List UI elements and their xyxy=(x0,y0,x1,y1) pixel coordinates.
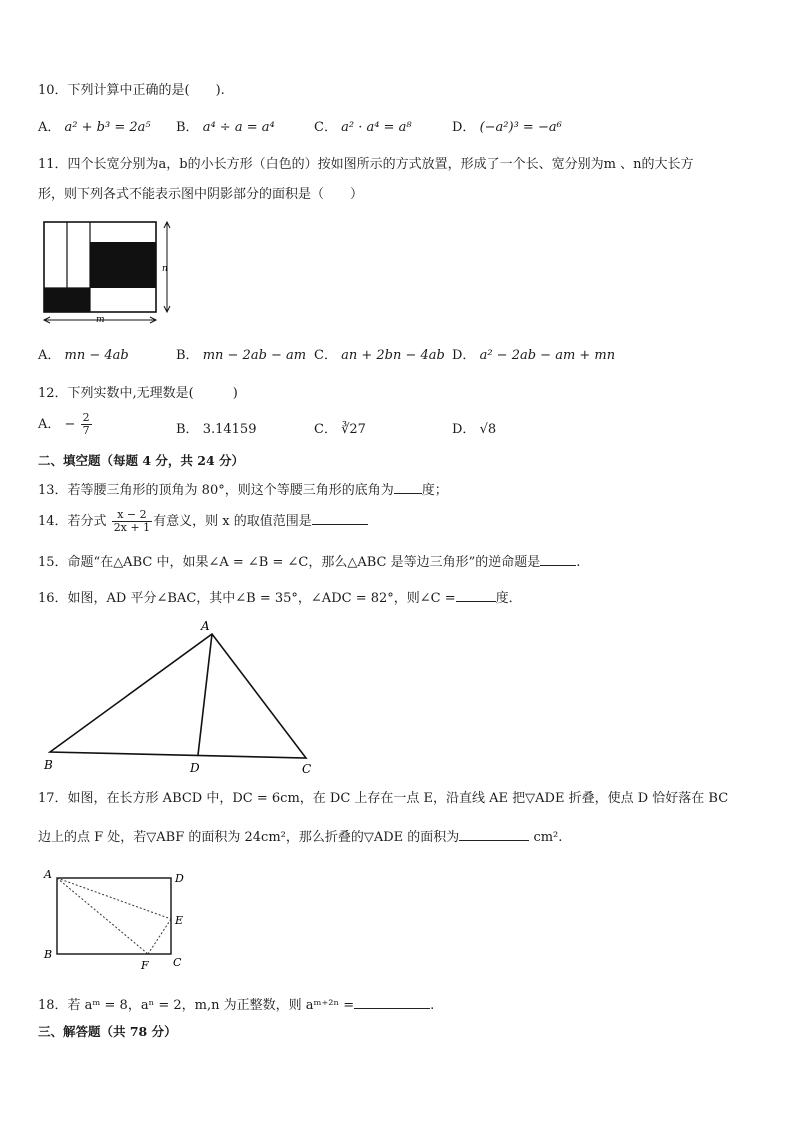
q17-line2 xyxy=(38,826,562,847)
label-n: n xyxy=(162,264,168,274)
option-math: a⁴ ÷ a = a⁴ xyxy=(202,120,275,135)
q16-text: 16．如图，AD 平分∠BAC，其中∠B = 35°，∠ADC = 82°，则∠C = xyxy=(38,591,456,606)
option-math: mn − 2ab − am xyxy=(202,348,307,363)
answer-blank[interactable] xyxy=(459,826,529,841)
q17-text: 边上的点 F 处，若▽ABF 的面积为 24cm²，那么折叠的▽ADE 的面积为 xyxy=(38,830,460,845)
section-heading-solutions: 三、解答题（共 78 分） xyxy=(38,1024,177,1039)
q17-line1: 17．如图，在长方形 ABCD 中，DC = 6cm，在 DC 上存在一点 E，沿直线 AE 把▽ADE 折叠，使点 D 恰好落在 BC xyxy=(38,791,729,806)
numerator: x − 2 xyxy=(112,509,152,522)
vertex-label-c: C xyxy=(302,762,312,776)
numerator: 2 xyxy=(82,411,90,424)
q11-stem-line2: 形，则下列各式不能表示图中阴影部分的面积是（ ） xyxy=(38,187,364,202)
q15 xyxy=(38,551,580,572)
vertex-label-d: D xyxy=(190,761,200,775)
answer-blank[interactable] xyxy=(456,587,496,602)
q10-option-c xyxy=(314,119,412,137)
q10-option-a xyxy=(38,119,151,137)
q12-option-a xyxy=(38,412,93,437)
q11-stem-line1: 11．四个长宽分别为a，b的小长方形（白色的）按如图所示的方式放置，形成了一个长、宽分别为m 、n的大长方 xyxy=(38,157,694,172)
vertex-label-b: B xyxy=(44,758,53,772)
q10-stem: 10．下列计算中正确的是( ). xyxy=(38,83,225,98)
answer-blank[interactable] xyxy=(394,479,422,494)
option-letter: C． xyxy=(314,348,337,363)
option-math: a² · a⁴ = a⁸ xyxy=(341,120,412,135)
q13-text: 13．若等腰三角形的顶角为 80°，则这个等腰三角形的底角为 xyxy=(38,483,394,498)
option-letter: B． xyxy=(176,422,199,437)
q18-suffix: . xyxy=(430,998,435,1013)
q11-option-a xyxy=(38,347,129,365)
q11-option-c xyxy=(314,347,445,365)
q17-unit: cm². xyxy=(533,830,563,845)
q10-option-b xyxy=(176,119,275,137)
q17-rectangle-figure xyxy=(40,866,200,976)
option-math: ∛27 xyxy=(341,422,366,437)
option-letter: A． xyxy=(38,417,61,432)
q11-rectangle-figure xyxy=(38,218,188,328)
option-math: an + 2bn − 4ab xyxy=(341,348,445,363)
q16-triangle-figure xyxy=(40,618,330,778)
q12-option-b xyxy=(176,421,256,439)
answer-blank[interactable] xyxy=(312,510,368,525)
q16-suffix: 度． xyxy=(495,591,522,606)
vertex-label-d: D xyxy=(175,872,184,885)
fold-line-ae xyxy=(57,878,171,919)
q15-suffix: . xyxy=(576,555,581,570)
option-letter: D． xyxy=(452,120,476,135)
answer-blank[interactable] xyxy=(540,551,576,566)
rectangle-abcd xyxy=(57,878,171,954)
option-letter: D． xyxy=(452,422,476,437)
point-label-f: F xyxy=(141,959,149,972)
q14 xyxy=(38,509,368,534)
option-letter: B． xyxy=(176,120,199,135)
q12-stem: 12．下列实数中,无理数是( ) xyxy=(38,386,238,401)
q12-option-c xyxy=(314,421,366,439)
option-math: a² + b³ = 2a⁵ xyxy=(64,120,151,135)
option-math: √8 xyxy=(479,422,497,437)
q10-option-d xyxy=(452,119,562,137)
shaded-region-top-right xyxy=(90,242,156,288)
option-letter: A． xyxy=(38,120,61,135)
q15-text: 15．命题“在△ABC 中，如果∠A = ∠B = ∠C，那么△ABC 是等边三角形”的逆命题是 xyxy=(38,555,541,570)
q11-option-b xyxy=(176,347,306,365)
vertex-label-b: B xyxy=(44,948,53,961)
point-label-e: E xyxy=(175,914,184,927)
section-heading-fill-in: 二、填空题（每题 4 分，共 24 分） xyxy=(38,453,245,468)
option-letter: C． xyxy=(314,422,337,437)
answer-blank[interactable] xyxy=(354,994,430,1009)
option-math: a² − 2ab − am + mn xyxy=(479,348,616,363)
q14-suffix: 有意义，则 x 的取值范围是 xyxy=(153,514,312,529)
segment-ad xyxy=(198,634,212,755)
triangle-abc xyxy=(50,634,306,758)
q18 xyxy=(38,994,434,1015)
q12-option-d xyxy=(452,421,496,439)
q16 xyxy=(38,587,522,608)
vertex-label-c: C xyxy=(173,956,182,969)
vertex-label-a: A xyxy=(44,868,52,881)
segment-ef xyxy=(148,919,171,954)
option-letter: B． xyxy=(176,348,199,363)
q13-suffix: 度； xyxy=(421,483,448,498)
option-letter: A． xyxy=(38,348,61,363)
option-letter: D． xyxy=(452,348,476,363)
q11-option-d xyxy=(452,347,615,365)
denominator: 2x + 1 xyxy=(113,521,151,534)
fraction xyxy=(81,412,92,437)
shaded-region-bottom-left xyxy=(44,288,90,312)
option-math: (−a²)³ = −a⁶ xyxy=(479,120,562,135)
label-m: m xyxy=(96,315,105,325)
option-math: 3.14159 xyxy=(202,422,257,437)
q13 xyxy=(38,479,448,500)
option-math: mn − 4ab xyxy=(64,348,129,363)
vertex-label-a: A xyxy=(201,619,210,633)
segment-af xyxy=(57,878,148,954)
q18-text: 18．若 aᵐ = 8，aⁿ = 2，m,n 为正整数，则 aᵐ⁺²ⁿ = xyxy=(38,998,355,1013)
q14-prefix: 14．若分式 xyxy=(38,514,107,529)
denominator: 7 xyxy=(82,424,90,437)
fraction xyxy=(112,509,152,534)
minus-sign: − xyxy=(64,417,76,432)
option-letter: C． xyxy=(314,120,337,135)
